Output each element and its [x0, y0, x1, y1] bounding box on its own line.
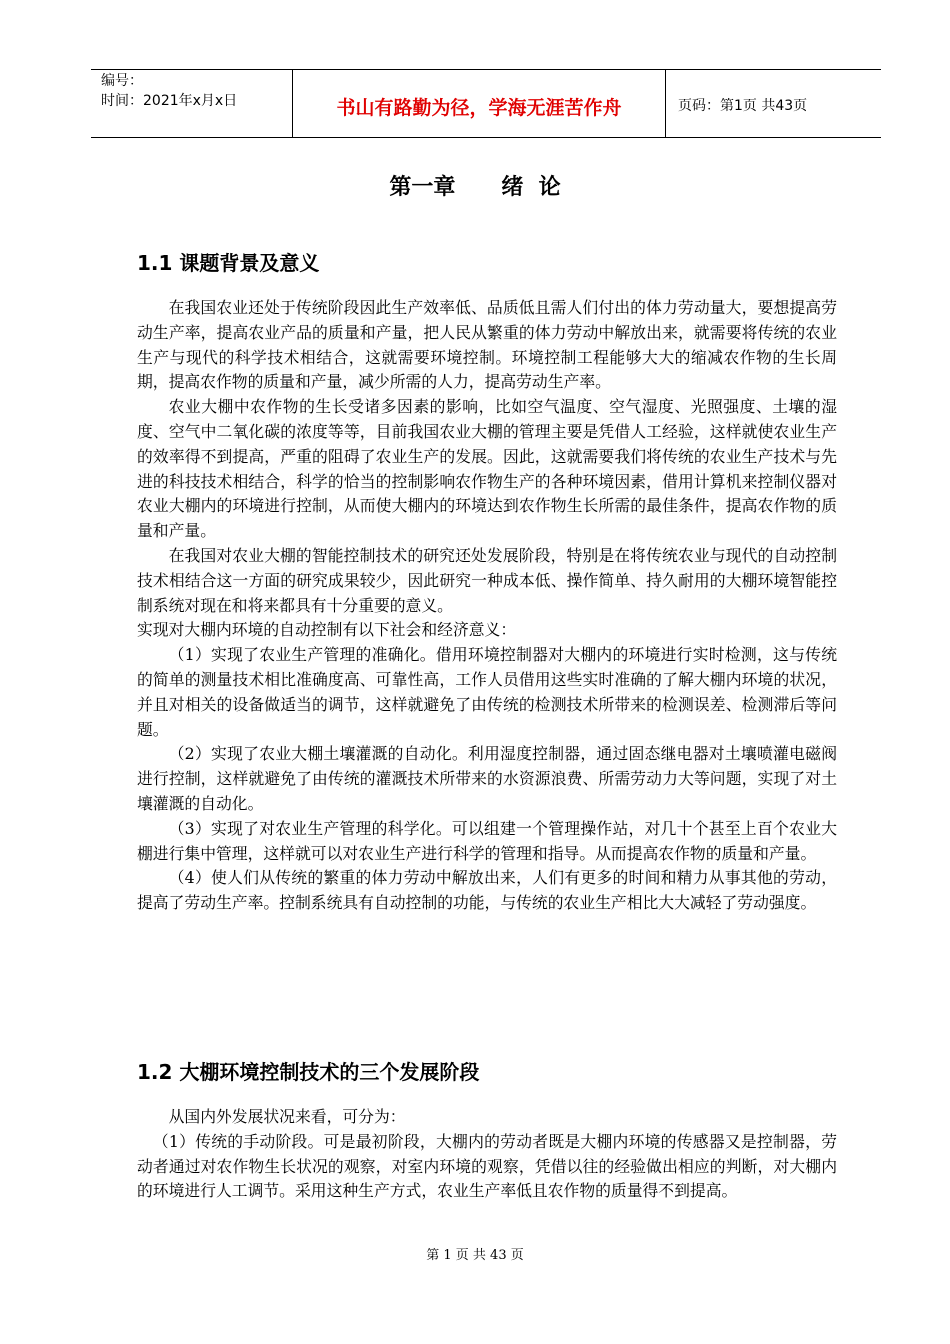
page-header — [91, 69, 881, 138]
header-page-info: 页码：第1页 共43页 — [678, 98, 808, 114]
header-motto: 书山有路勤为径，学海无涯苦作舟 — [336, 97, 622, 119]
header-meta — [91, 70, 293, 137]
list-item-paragraph: （4）使人们从传统的繁重的体力劳动中解放出来，人们有更多的时间和精力从事其他的劳动，提高了劳动生产率。控制系统具有自动控制的功能，与传统的农业生产相比大大减轻了劳动强度。 — [137, 868, 837, 913]
header-page-cell — [666, 70, 881, 137]
paragraph: 实现对大棚内环境的自动控制有以下社会和经济意义： — [137, 620, 517, 640]
paragraph: 农业大棚中农作物的生长受诸多因素的影响，比如空气温度、空气湿度、光照强度、土壤的湿度、空气中二氧化碳的浓度等等，目前我国农业大棚的管理主要是凭借人工经验，这样就使农业生产的效率得不到提高，严重的阻碍了农业生产的发展。因此，这就需要我们将传统的农业生产技术与先进的科技技术相结合，科学的恰当的控制影响农作物生产的各种环境因素，借用计算机来控制仪器对农业大棚内的环境进行控制，从而使大棚内的环境达到农作物生长所需的最佳条件，提高农作物的质量和产量。 — [137, 397, 837, 541]
header-motto-cell — [293, 70, 666, 137]
section-body-1-2 — [137, 1105, 837, 1204]
paragraph: 在我国农业还处于传统阶段因此生产效率低、品质低且需人们付出的体力劳动量大，要想提高劳动生产率，提高农业产品的质量和产量，把人民从繁重的体力劳动中解放出来，就需要将传统的农业生产与现代的科学技术相结合，这就需要环境控制。环境控制工程能够大大的缩减农作物的生长周期，提高农作物的质量和产量，减少所需的人力，提高劳动生产率。 — [137, 298, 837, 392]
list-item-paragraph: （1）实现了农业生产管理的准确化。借用环境控制器对大棚内的环境进行实时检测，这与传统的简单的测量技术相比准确度高、可靠性高，工作人员借用这些实时准确的了解大棚内环境的状况，并且对相关的设备做适当的调节，这样就避免了由传统的检测技术所带来的检测误差、检测滞后等问题。 — [137, 645, 837, 739]
paragraph: 从国内外发展状况来看，可分为： — [168, 1107, 406, 1126]
chapter-title: 第一章 绪 论 — [389, 175, 561, 200]
section-body-1-1 — [137, 296, 837, 916]
list-item-paragraph: （2）实现了农业大棚土壤灌溉的自动化。利用湿度控制器，通过固态继电器对土壤喷灌电磁阀进行控制，这样就避免了由传统的灌溉技术所带来的水资源浪费、所需劳动力大等问题，实现了对土壤灌溉的自动化。 — [137, 744, 837, 813]
header-time: 时间：2021年x月x日 — [101, 93, 238, 109]
list-item-paragraph: （3）实现了对农业生产管理的科学化。可以组建一个管理操作站，对几十个甚至上百个农业大棚进行集中管理，这样就可以对农业生产进行科学的管理和指导。从而提高农作物的质量和产量。 — [137, 818, 837, 863]
section-heading-1-2: 1.2 大棚环境控制技术的三个发展阶段 — [137, 1060, 480, 1084]
page-footer: 第 1 页 共 43 页 — [426, 1248, 524, 1263]
paragraph: 在我国对农业大棚的智能控制技术的研究还处发展阶段，特别是在将传统农业与现代的自动控制技术相结合这一方面的研究成果较少，因此研究一种成本低、操作简单、持久耐用的大棚环境智能控制系统对现在和将来都具有十分重要的意义。 — [137, 545, 837, 615]
header-number: 编号： — [101, 73, 143, 89]
list-item-paragraph: （1）传统的手动阶段。可是最初阶段，大棚内的劳动者既是大棚内环境的传感器又是控制器，劳动者通过对农作物生长状况的观察，对室内环境的观察，凭借以往的经验做出相应的判断，对大棚内的环境进行人工调节。采用这种生产方式，农业生产率低且农作物的质量得不到提高。 — [137, 1131, 837, 1201]
section-heading-1-1: 1.1 课题背景及意义 — [137, 251, 320, 275]
